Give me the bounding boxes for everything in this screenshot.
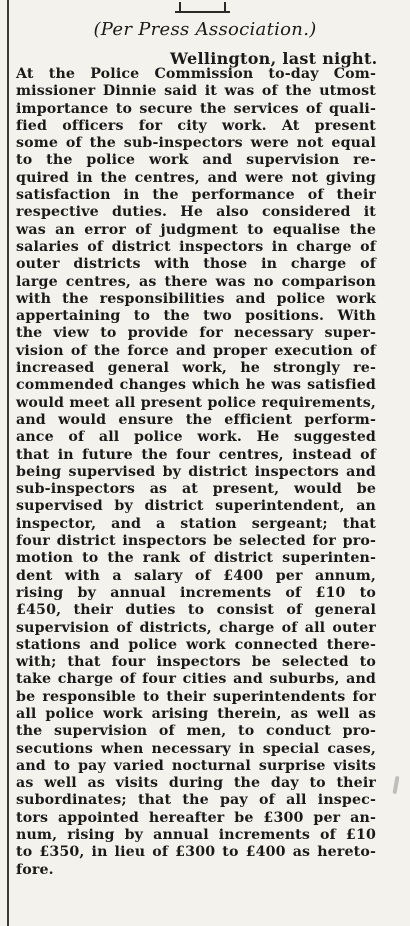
- article-line: outer districts with those in charge of: [16, 256, 376, 273]
- article-line: large centres, as there was no comparison: [16, 273, 376, 290]
- article-line: respective duties. He also considered it: [16, 204, 376, 221]
- article-line: with; that four inspectors be selected to: [16, 654, 376, 671]
- article-line: appertaining to the two positions. With: [16, 308, 376, 325]
- article-line: £450, their duties to consist of general: [16, 602, 376, 619]
- article-line: supervised by district superintendent, an: [16, 498, 376, 515]
- article-line: increased general work, he strongly re-: [16, 360, 376, 377]
- article-line: inspector, and a station sergeant; that: [16, 515, 376, 532]
- article-line: satisfaction in the performance of their: [16, 187, 376, 204]
- article-line: dent with a salary of £400 per annum,: [16, 567, 376, 584]
- article-line: and to pay varied nocturnal surprise visits: [16, 757, 376, 774]
- article-line: that in future the four centres, instead of: [16, 446, 376, 463]
- article-line: being supervised by district inspectors and: [16, 463, 376, 480]
- article-line: tors appointed hereafter be £300 per an-: [16, 809, 376, 826]
- article-line: and would ensure the efficient perform-: [16, 411, 376, 428]
- article-line: subordinates; that the pay of all inspec-: [16, 792, 376, 809]
- article-line: vision of the force and proper execution of: [16, 342, 376, 359]
- section-divider-mark: [175, 2, 230, 13]
- article-line: the supervision of men, to conduct pro-: [16, 723, 376, 740]
- article-line: to £350, in lieu of £300 to £400 as hereto-: [16, 844, 376, 861]
- article-body: [16, 66, 376, 879]
- dateline: Wellington, last night.: [170, 49, 378, 68]
- article-line: take charge of four cities and suburbs, and: [16, 671, 376, 688]
- article-line: importance to secure the services of quali-: [16, 100, 376, 117]
- article-line: rising by annual increments of £10 to: [16, 584, 376, 601]
- article-line: sub-inspectors as at present, would be: [16, 481, 376, 498]
- article-line: be responsible to their superintendents for: [16, 688, 376, 705]
- paper-speck: [392, 776, 399, 794]
- article-line: fied officers for city work. At present: [16, 117, 376, 134]
- article-line: missioner Dinnie said it was of the utmost: [16, 83, 376, 100]
- article-line: salaries of district inspectors in charge of: [16, 238, 376, 255]
- article-line: num, rising by annual increments of £10: [16, 827, 376, 844]
- article-line: as well as visits during the day to their: [16, 775, 376, 792]
- article-line: commended changes which he was satisfied: [16, 377, 376, 394]
- article-line: stations and police work connected there-: [16, 636, 376, 653]
- article-line: At the Police Commission to-day Com-: [16, 66, 376, 82]
- article-line: to the police work and supervision re-: [16, 152, 376, 169]
- article-line: supervision of districts, charge of all outer: [16, 619, 376, 636]
- article-line: would meet all present police requirements,: [16, 394, 376, 411]
- article-line: was an error of judgment to equalise the: [16, 221, 376, 238]
- article-line: all police work arising therein, as well as: [16, 705, 376, 722]
- column-rule: [7, 0, 9, 926]
- article-line: secutions when necessary in special cases,: [16, 740, 376, 757]
- article-line: fore.: [16, 861, 54, 878]
- byline: (Per Press Association.): [93, 19, 317, 40]
- article-line: some of the sub-inspectors were not equal: [16, 135, 376, 152]
- article-line: quired in the centres, and were not giving: [16, 169, 376, 186]
- article-line: with the responsibilities and police work: [16, 290, 376, 307]
- article-line: motion to the rank of district superinten-: [16, 550, 376, 567]
- article-line: ance of all police work. He suggested: [16, 429, 376, 446]
- article-line: the view to provide for necessary super-: [16, 325, 376, 342]
- article-line: four district inspectors be selected for pro-: [16, 533, 376, 550]
